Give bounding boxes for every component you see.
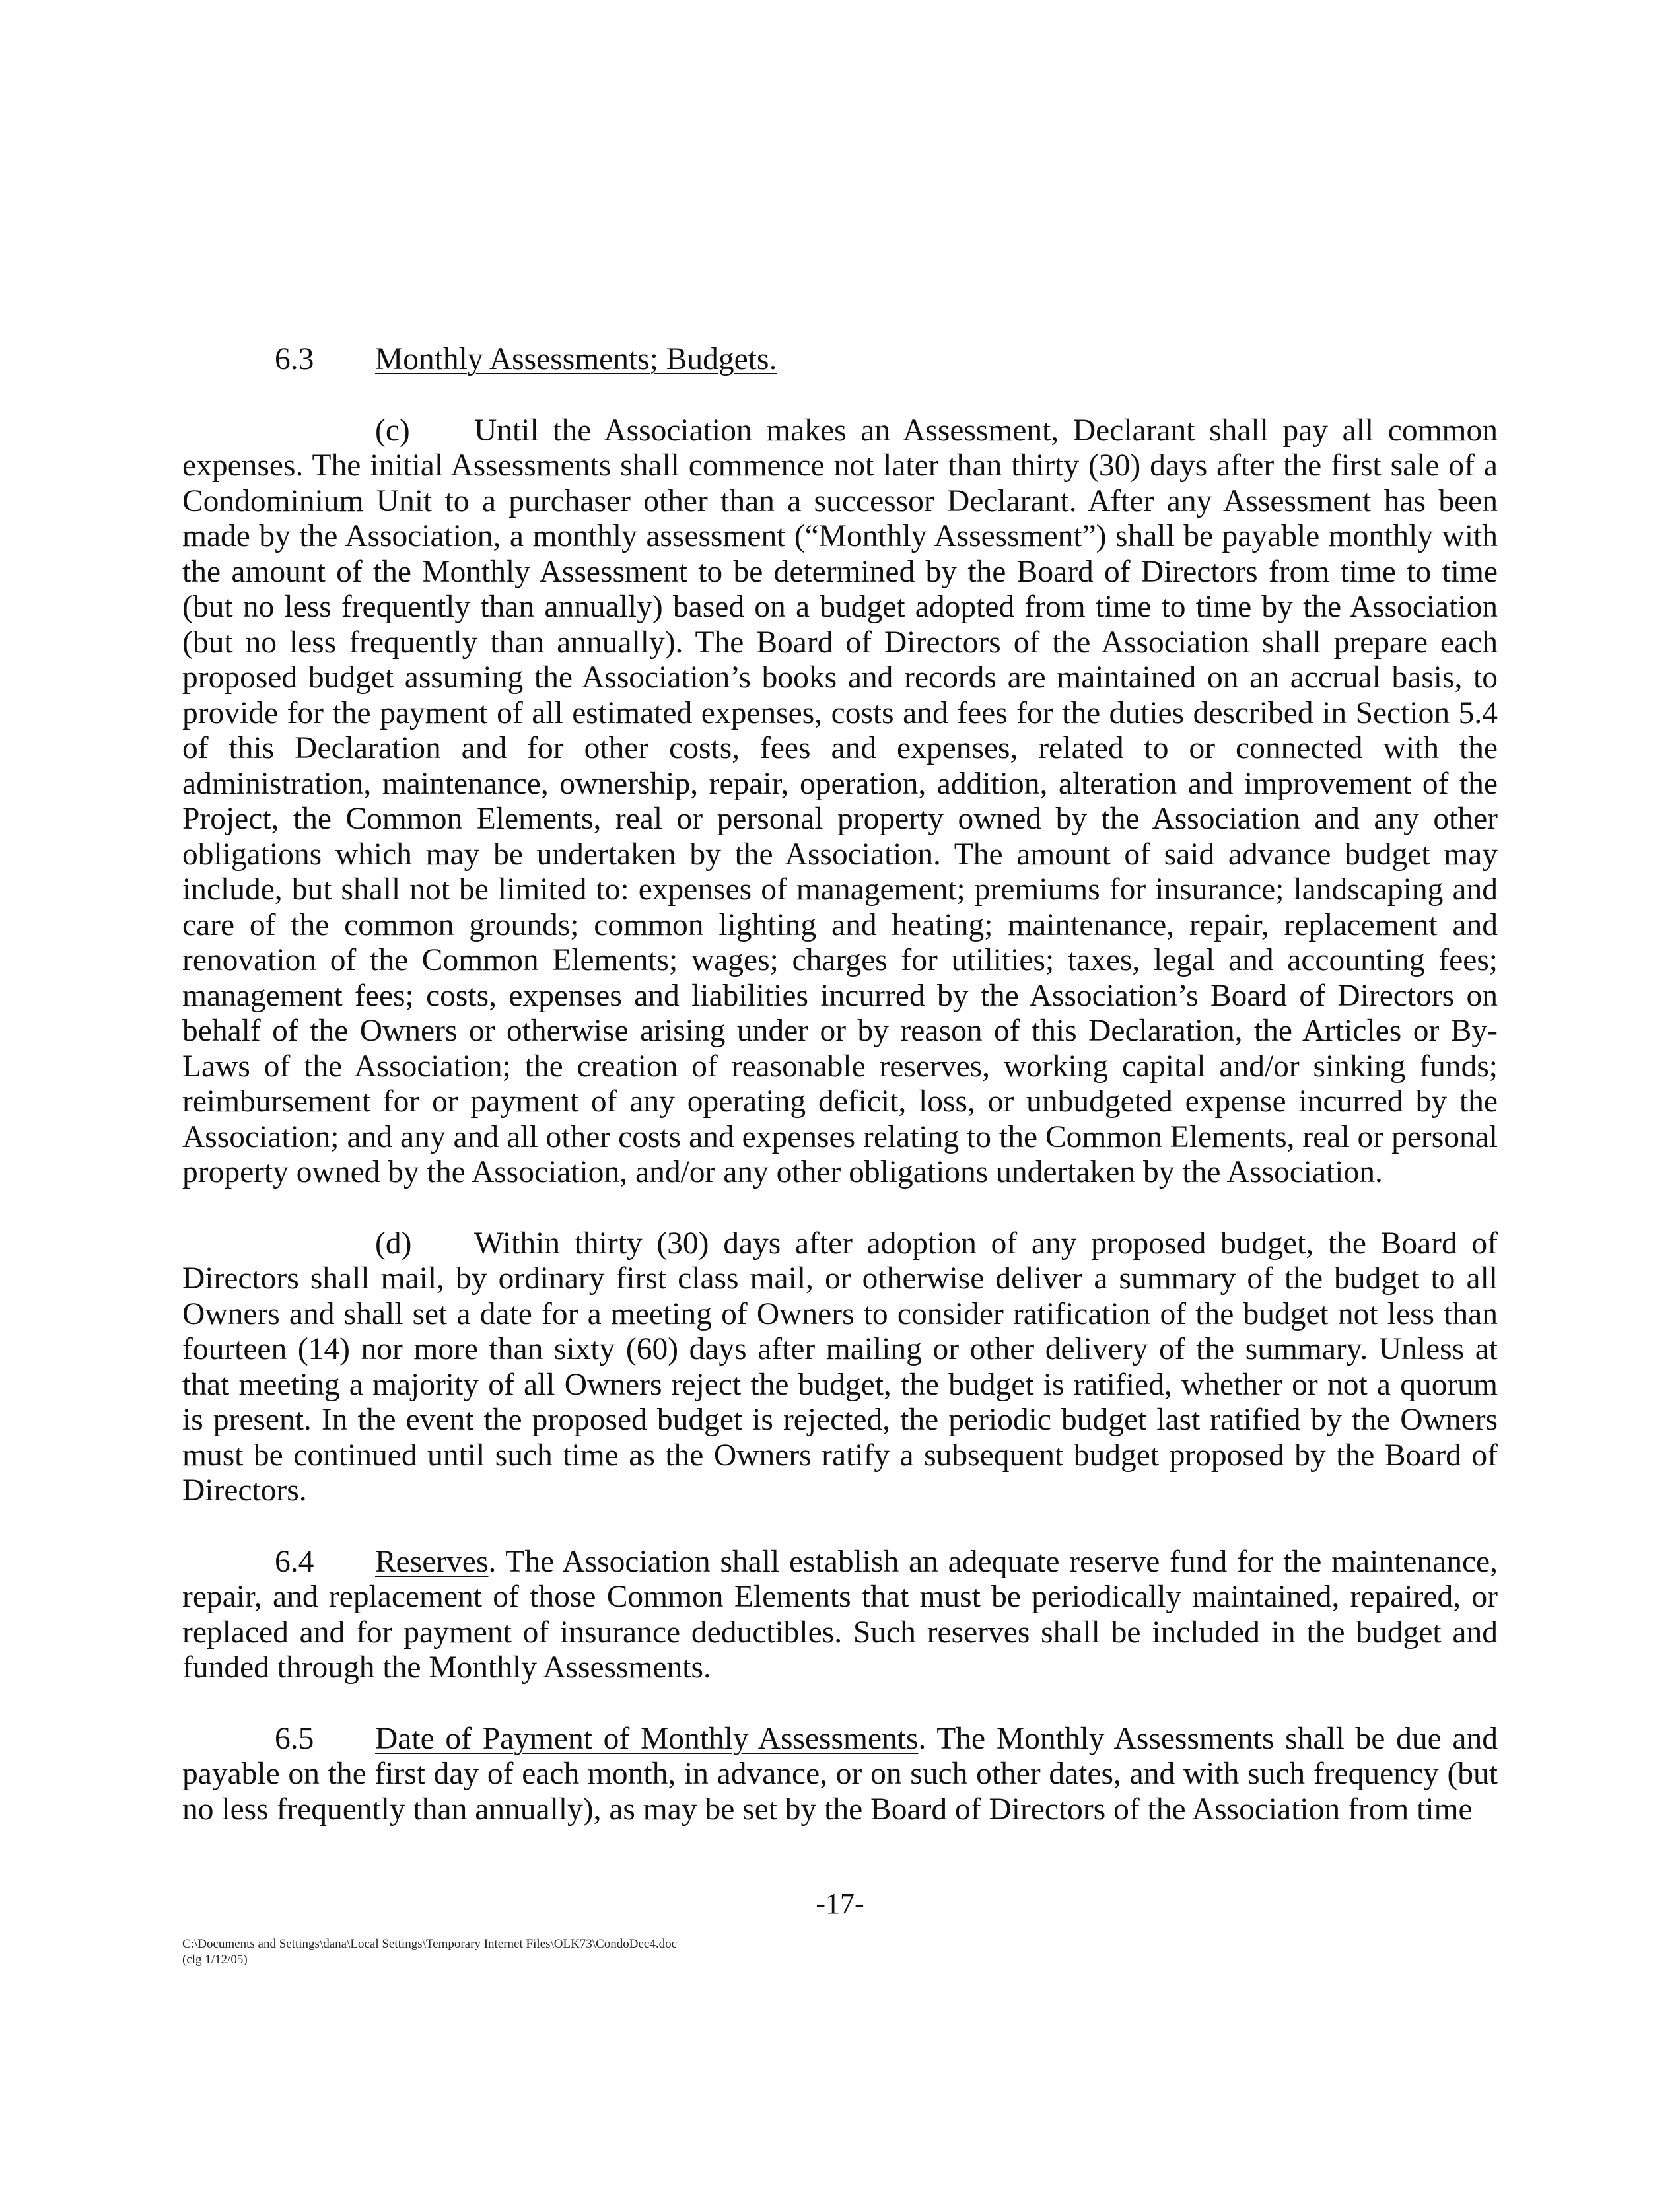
section-text: . The Monthly Assessments shall be due and payable on the first day of each month, in advance, or on such other dates, and with such frequency (but no less frequently than annually), as may be set by the Board of Directors of the Association from time [182, 1721, 1498, 1827]
paragraph-label: (c) [375, 413, 410, 448]
section-6-3-heading [182, 342, 1498, 378]
paragraph-text: Until the Association makes an Assessment, Declarant shall pay all common expenses. The initial Assessments shall commence not later than thirty (30) days after the first sale of a Condominium Unit to a purchaser other than a successor Declarant. After any Assessment has been made by the Association, a monthly assessment (“Monthly Assessment”) shall be payable monthly with the amount of the Monthly Assessment to be determined by the Board of Directors from time to time (but no less frequently than annually) based on a budget adopted from time to time by the Association (but no less frequently than annually). The Board of Directors of the Association shall prepare each proposed budget assuming the Association’s books and records are maintained on an accrual basis, to provide for the payment of all estimated expenses, costs and fees for the duties described in Section 5.4 of this Declaration and for other costs, fees and expenses, related to or connected with the administration, maintenance, ownership, repair, operation, addition, alteration and improvement of the Project, the Common Elements, real or personal property owned by the Association and any other obligations which may be undertaken by the Association. The amount of said advance budget may include, but shall not be limited to: expenses of management; premiums for insurance; landscaping and care of the common grounds; common lighting and heating; maintenance, repair, replacement and renovation of the Common Elements; wages; charges for utilities; taxes, legal and accounting fees; management fees; costs, expenses and liabilities incurred by the Association’s Board of Directors on behalf of the Owners or otherwise arising under or by reason of this Declaration, the Articles or By-Laws of the Association; the creation of reasonable reserves, working capital and/or sinking funds; reimbursement for or payment of any operating deficit, loss, or unbudgeted expense incurred by the Association; and any and all other costs and expenses relating to the Common Elements, real or personal property owned by the Association, and/or any other obligations undertaken by the Association. [182, 413, 1498, 1189]
section-number: 6.5 [275, 1721, 314, 1756]
section-title: Date of Payment of Monthly Assessments [375, 1721, 919, 1756]
section-6-4 [182, 1545, 1498, 1686]
section-title: Reserves [375, 1544, 489, 1579]
section-number: 6.4 [275, 1544, 314, 1579]
page-number: -17- [816, 1887, 864, 1920]
paragraph-d [182, 1226, 1498, 1509]
section-title: Monthly Assessments; Budgets. [375, 342, 777, 376]
page-body [182, 342, 1498, 1827]
section-number: 6.3 [275, 342, 314, 376]
paragraph-c [182, 413, 1498, 1191]
footer-path: C:\Documents and Settings\dana\Local Settings\Temporary Internet Files\OLK73\CondoDec4.doc [182, 1937, 678, 1951]
section-text: . The Association shall establish an adequate reserve fund for the maintenance, repair, and replacement of those Common Elements that must be periodically maintained, repaired, or replaced and for payment of insurance deductibles. Such reserves shall be included in the budget and funded through the Monthly Assessments. [182, 1544, 1498, 1685]
file-path-footer [182, 1936, 677, 1968]
paragraph-text: Within thirty (30) days after adoption of any proposed budget, the Board of Directors shall mail, by ordinary first class mail, or otherwise deliver a summary of the budget to all Owners and shall set a date for a meeting of Owners to consider ratification of the budget not less than fourteen (14) nor more than sixty (60) days after mailing or other delivery of the summary. Unless at that meeting a majority of all Owners reject the budget, the budget is ratified, whether or not a quorum is present. In the event the proposed budget is rejected, the periodic budget last ratified by the Owners must be continued until such time as the Owners ratify a subsequent budget proposed by the Board of Directors. [182, 1226, 1498, 1508]
section-6-5 [182, 1722, 1498, 1828]
footer-revision: (clg 1/12/05) [182, 1953, 248, 1967]
paragraph-label: (d) [375, 1226, 412, 1261]
